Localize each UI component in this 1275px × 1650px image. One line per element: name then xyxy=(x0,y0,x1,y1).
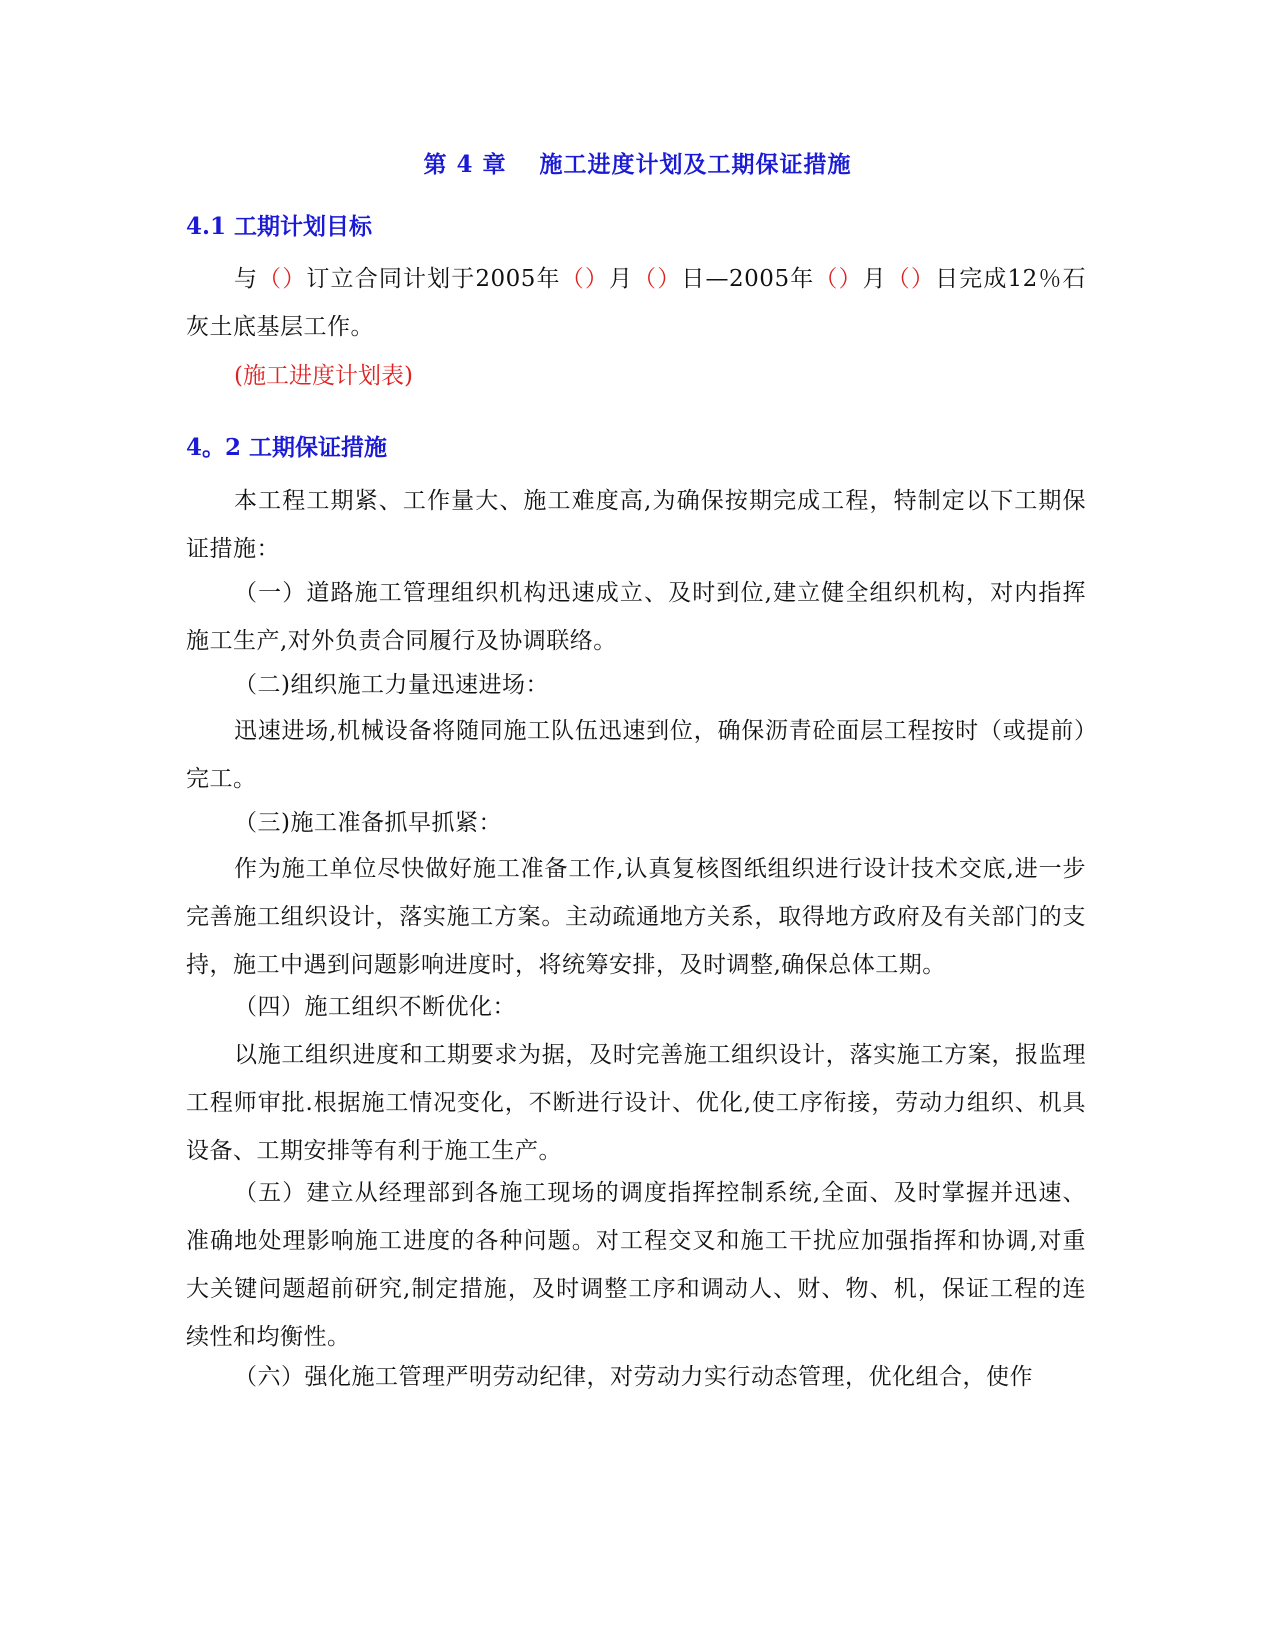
blank-start-day: （） xyxy=(633,266,682,292)
blank-start-month: （） xyxy=(560,266,609,292)
measure-item-5: （五）建立从经理部到各施工现场的调度指挥控制系统,全面、及时掌握并迅速、准确地处理影响施工进度的各种问题。对工程交叉和施工干扰应加强指挥和协调,对重大关键问题超前研究,制定措施，及时调整工序和调动人、财、物、机，保证工程的连续性和均衡性。 xyxy=(186,1180,1086,1350)
measure-item-4-body: 以施工组织进度和工期要求为据，及时完善施工组织设计，落实施工方案，报监理工程师审批.根据施工情况变化，不断进行设计、优化,使工序衔接，劳动力组织、机具设备、工期安排等有利于施工生产。 xyxy=(186,1042,1086,1164)
measure-item-3-body: 作为施工单位尽快做好施工准备工作,认真复核图纸组织进行设计技术交底,进一步完善施工组织设计，落实施工方案。主动疏通地方关系，取得地方政府及有关部门的支持，施工中遇到问题影响进度时，将统筹安排，及时调整,确保总体工期。 xyxy=(186,856,1086,978)
measure-item-3-title: （三)施工准备抓早抓紧： xyxy=(234,810,502,836)
plan-text-1: 与 xyxy=(234,266,259,292)
measure-item-6: （六）强化施工管理严明劳动纪律，对劳动力实行动态管理，优化组合，使作 xyxy=(234,1364,1033,1390)
schedule-table-note: (施工进度计划表) xyxy=(234,363,413,389)
measure-item-2-body: 迅速进场,机械设备将随同施工队伍迅速到位，确保沥青砼面层工程按时（或提前）完工。 xyxy=(186,718,1086,792)
plan-text-2: 订立合同计划于2005年 xyxy=(306,266,561,292)
plan-text-6: 日完成12％石灰土底基层工作。 xyxy=(186,266,1087,340)
blank-party: （） xyxy=(258,266,307,292)
blank-end-month: （） xyxy=(814,266,863,292)
section-heading-4-1: 4.1 工期计划目标 xyxy=(186,213,373,240)
plan-text-4: 日—2005年 xyxy=(681,266,815,292)
plan-text-3: 月 xyxy=(608,266,634,292)
plan-target-paragraph xyxy=(186,255,1086,351)
measure-item-1: （一）道路施工管理组织机构迅速成立、及时到位,建立健全组织机构，对内指挥施工生产,对外负责合同履行及协调联络。 xyxy=(186,580,1086,654)
measure-item-2-title: （二)组织施工力量迅速进场： xyxy=(234,672,549,698)
chapter-title: 第 4 章 施工进度计划及工期保证措施 xyxy=(423,151,852,178)
section-heading-4-2: 4。2 工期保证措施 xyxy=(186,434,388,461)
measures-intro-paragraph: 本工程工期紧、工作量大、施工难度高,为确保按期完成工程，特制定以下工期保证措施： xyxy=(186,488,1086,562)
blank-end-day: （） xyxy=(886,266,936,292)
measure-item-4-title: （四）施工组织不断优化： xyxy=(234,994,516,1020)
plan-text-5: 月 xyxy=(862,266,887,292)
